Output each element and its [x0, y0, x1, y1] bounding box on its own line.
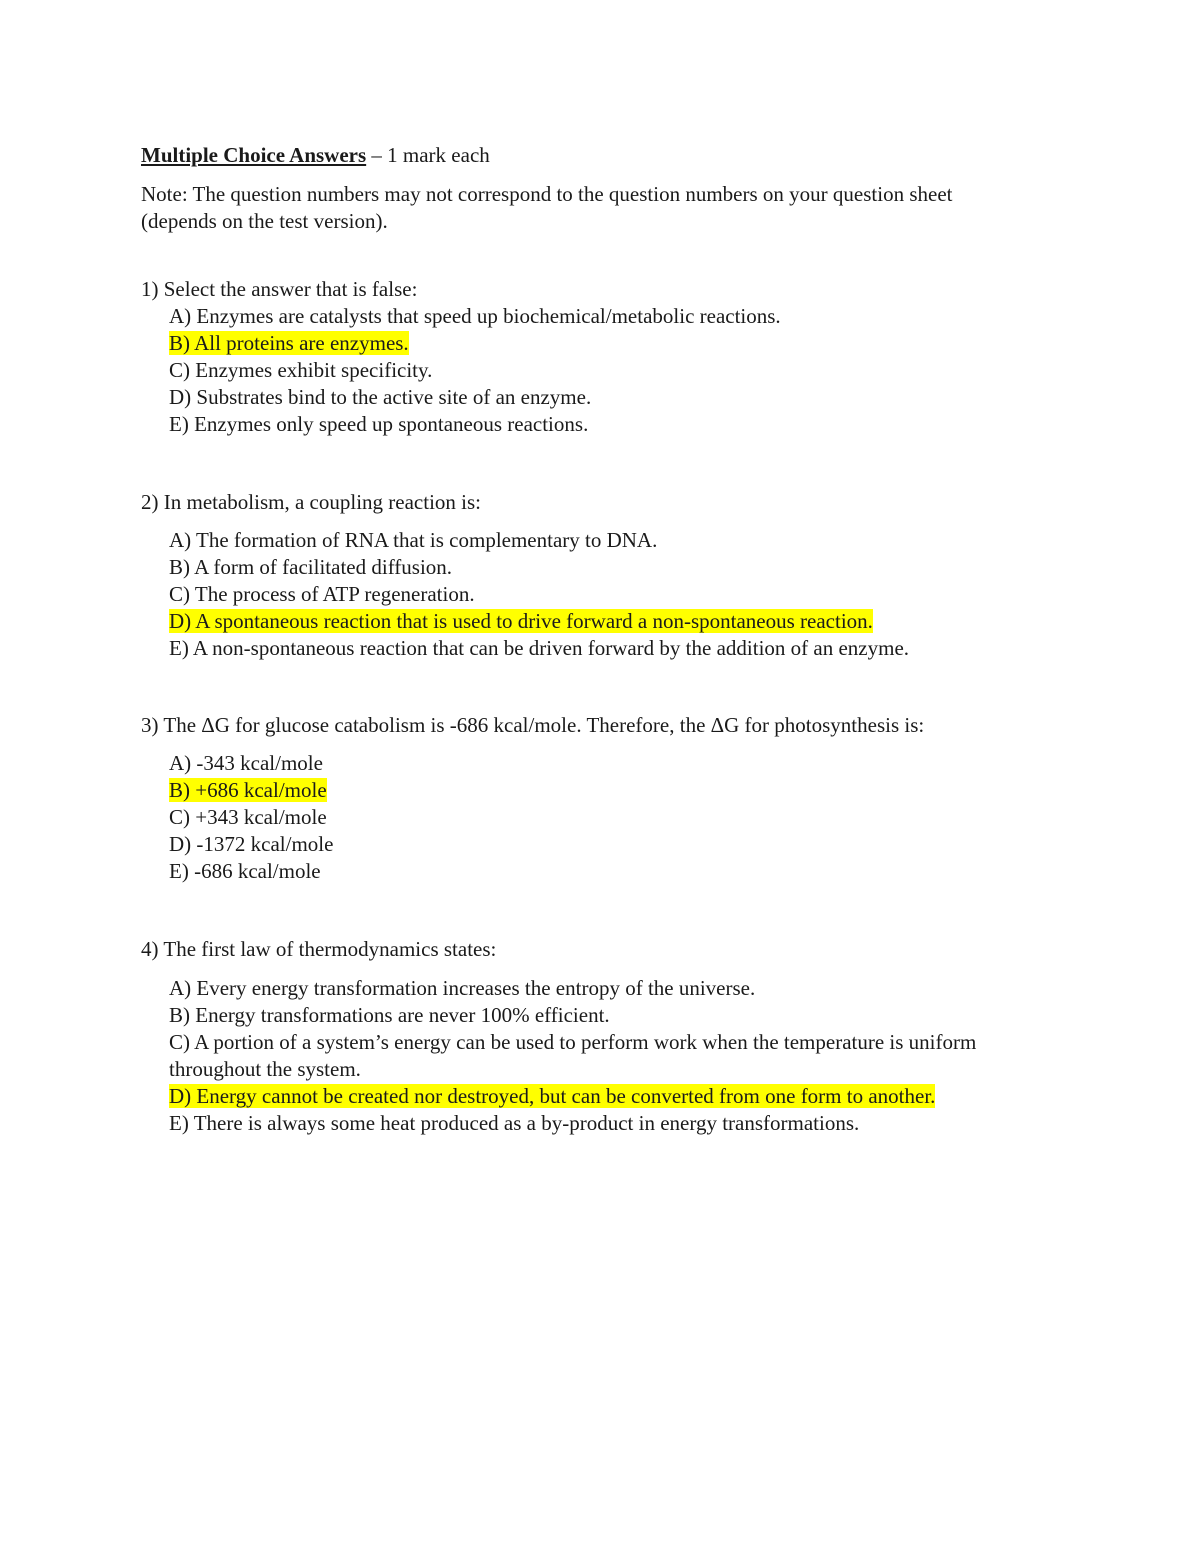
answer-option-a: [169, 303, 1021, 330]
answer-option-text: A) -343 kcal/mole: [169, 751, 323, 775]
answer-option-a: [169, 527, 1021, 554]
answer-option-text: A) The formation of RNA that is complementary to DNA.: [169, 528, 658, 552]
answer-option-d: [169, 384, 1021, 411]
answer-options: [141, 527, 1021, 662]
answer-option-e: [169, 635, 1021, 662]
answer-option-text: C) A portion of a system’s energy can be used to perform work when the temperature is uniform throughout the system.: [169, 1030, 977, 1081]
answer-option-text: A) Enzymes are catalysts that speed up biochemical/metabolic reactions.: [169, 304, 781, 328]
answer-option-text-highlighted: D) A spontaneous reaction that is used to drive forward a non-spontaneous reaction.: [169, 609, 873, 633]
answer-option-text: C) +343 kcal/mole: [169, 805, 327, 829]
answer-option-e: [169, 858, 1021, 885]
answer-option-text-highlighted: B) All proteins are enzymes.: [169, 331, 409, 355]
heading-title: Multiple Choice Answers: [141, 143, 367, 167]
answer-option-text: C) The process of ATP regeneration.: [169, 582, 475, 606]
version-note: Note: The question numbers may not correspond to the question numbers on your question sheet (depends on the test version).: [141, 182, 953, 233]
answer-option-a: [169, 975, 1009, 1002]
question-prompt: 4) The first law of thermodynamics states:: [141, 937, 497, 961]
answer-option-text: D) Substrates bind to the active site of an enzyme.: [169, 385, 592, 409]
answer-option-a: [169, 750, 1021, 777]
answer-option-e: [169, 1110, 1009, 1137]
answer-option-text: E) -686 kcal/mole: [169, 859, 321, 883]
answer-option-text-highlighted: D) Energy cannot be created nor destroyed, but can be converted from one form to another.: [169, 1084, 936, 1108]
answer-option-text: B) Energy transformations are never 100% efficient.: [169, 1003, 610, 1027]
question-2: [141, 489, 1021, 662]
document-content: [141, 142, 1021, 1137]
answer-options: [141, 303, 1021, 438]
question-3: [141, 712, 1021, 885]
question-4: [141, 936, 1021, 1137]
answer-option-d-correct: [169, 608, 1021, 635]
answer-option-d-correct: [169, 1083, 1009, 1110]
answer-option-text: D) -1372 kcal/mole: [169, 832, 334, 856]
heading-subtitle: – 1 mark each: [366, 143, 490, 167]
answer-option-text: A) Every energy transformation increases the entropy of the universe.: [169, 976, 756, 1000]
answer-option-b: [169, 554, 1021, 581]
answer-option-d: [169, 831, 1021, 858]
answer-option-c: [169, 804, 1021, 831]
answer-option-b: [169, 1002, 1009, 1029]
answer-option-text-highlighted: B) +686 kcal/mole: [169, 778, 327, 802]
document-heading: [141, 142, 1021, 169]
question-prompt: 3) The ΔG for glucose catabolism is -686 kcal/mole. Therefore, the ΔG for photosynthesis is:: [141, 713, 925, 737]
answer-options: [141, 975, 1009, 1137]
answer-option-text: E) Enzymes only speed up spontaneous reactions.: [169, 412, 589, 436]
answer-option-c: [169, 581, 1021, 608]
question-prompt: 2) In metabolism, a coupling reaction is:: [141, 490, 481, 514]
answer-option-text: B) A form of facilitated diffusion.: [169, 555, 453, 579]
answer-options: [141, 750, 1021, 885]
answer-option-c: [169, 1029, 1009, 1083]
answer-option-e: [169, 411, 1021, 438]
question-prompt: 1) Select the answer that is false:: [141, 277, 418, 301]
answer-option-text: E) A non-spontaneous reaction that can be driven forward by the addition of an enzyme.: [169, 636, 910, 660]
answer-option-c: [169, 357, 1021, 384]
question-1: [141, 276, 1021, 438]
answer-option-b-correct: [169, 330, 1021, 357]
answer-option-text: E) There is always some heat produced as a by-product in energy transformations.: [169, 1111, 860, 1135]
answer-option-b-correct: [169, 777, 1021, 804]
answer-option-text: C) Enzymes exhibit specificity.: [169, 358, 433, 382]
